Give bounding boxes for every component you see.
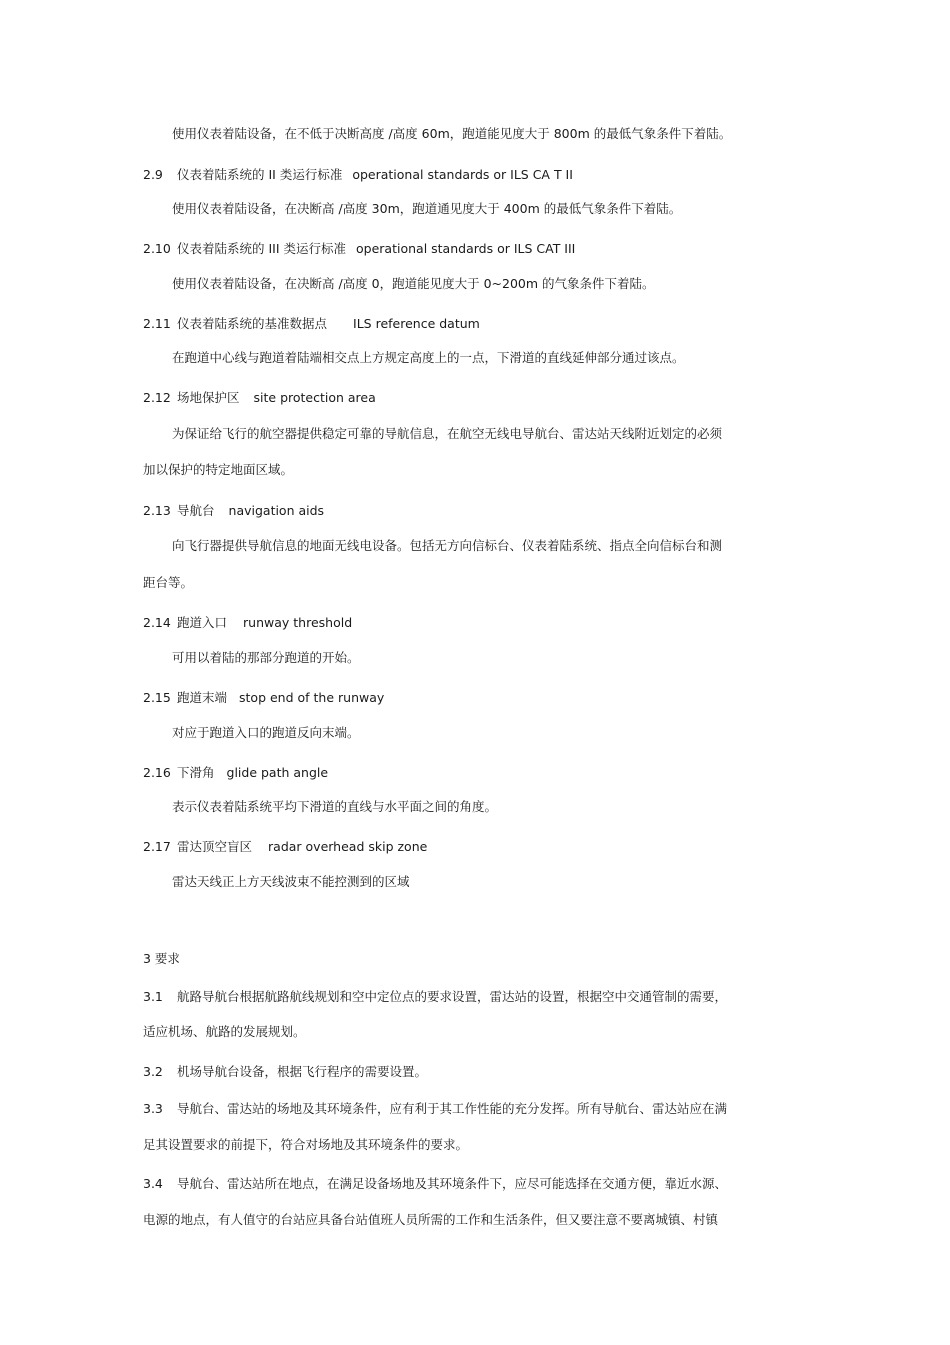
term-zh: 雷达顶空盲区 [177, 839, 253, 854]
paragraph-line: 电源的地点，有人值守的台站应具备台站值班人员所需的工作和生活条件，但又要注意不要离城镇、村镇 [143, 1212, 719, 1227]
section-heading-2-12 [143, 390, 376, 406]
section-heading-2-11 [143, 316, 480, 332]
clause-number: 3.4 [143, 1176, 163, 1191]
term-en: runway threshold [243, 615, 353, 630]
term-zh: 跑道末端 [177, 690, 228, 705]
section-number: 2.10 [143, 241, 171, 256]
section-number: 2.9 [143, 167, 163, 182]
term-en: stop end of the runway [239, 690, 385, 705]
section-heading-2-16 [143, 765, 328, 781]
section-number: 2.14 [143, 615, 171, 630]
section-heading-2-17 [143, 839, 427, 855]
paragraph-line: 使用仪表着陆设备，在决断高 /高度 30m，跑道通见度大于 400m 的最低气象条件下着陆。 [172, 201, 682, 216]
term-zh: 仪表着陆系统的 III 类运行标准 [177, 241, 347, 256]
section-heading-2-9 [143, 167, 573, 183]
paragraph-line: 足其设置要求的前提下，符合对场地及其环境条件的要求。 [143, 1137, 469, 1152]
paragraph-line: 为保证给飞行的航空器提供稳定可靠的导航信息，在航空无线电导航台、雷达站天线附近划定的必须 [172, 426, 723, 441]
term-en: operational standards or ILS CAT III [356, 241, 576, 256]
paragraph-line: 向飞行器提供导航信息的地面无线电设备。包括无方向信标台、仪表着陆系统、指点全向信标台和测 [172, 538, 723, 553]
term-zh: 跑道入口 [177, 615, 228, 630]
section-heading-2-10 [143, 241, 575, 257]
section-number: 2.16 [143, 765, 171, 780]
term-en: navigation aids [228, 503, 325, 518]
term-en: site protection area [253, 390, 376, 405]
section-number: 2.13 [143, 503, 171, 518]
paragraph-line: 使用仪表着陆设备，在不低于决断高度 /高度 60m，跑道能见度大于 800m 的最低气象条件下着陆。 [172, 126, 732, 141]
clause-3-2 [143, 1064, 427, 1080]
section-number: 2.11 [143, 316, 171, 331]
section-heading-2-15 [143, 690, 384, 706]
paragraph-line: 表示仪表着陆系统平均下滑道的直线与水平面之间的角度。 [172, 799, 498, 814]
clause-text: 机场导航台设备，根据飞行程序的需要设置。 [177, 1064, 428, 1079]
term-zh: 导航台 [177, 503, 215, 518]
paragraph-line: 雷达天线正上方天线波束不能控测到的区域 [172, 874, 410, 889]
term-en: glide path angle [226, 765, 329, 780]
term-zh: 仪表着陆系统的基准数据点 [177, 316, 328, 331]
paragraph-line: 在跑道中心线与跑道着陆端相交点上方规定高度上的一点，下滑道的直线延伸部分通过该点。 [172, 350, 685, 365]
clause-text: 导航台、雷达站所在地点，在满足设备场地及其环境条件下，应尽可能选择在交通方便，靠近水源、 [177, 1176, 728, 1191]
section-number: 2.17 [143, 839, 171, 854]
clause-text: 航路导航台根据航路航线规划和空中定位点的要求设置，雷达站的设置，根据空中交通管制的需要， [177, 989, 728, 1004]
term-en: radar overhead skip zone [268, 839, 428, 854]
clause-number: 3.1 [143, 989, 163, 1004]
clause-number: 3.2 [143, 1064, 163, 1079]
chapter-heading: 3 要求 [143, 951, 180, 966]
clause-number: 3.3 [143, 1101, 163, 1116]
section-number: 2.15 [143, 690, 171, 705]
clause-3-1 [143, 989, 727, 1005]
clause-3-3 [143, 1101, 727, 1117]
paragraph-line: 距台等。 [143, 575, 194, 590]
section-heading-2-13 [143, 503, 324, 519]
paragraph-line: 可用以着陆的那部分跑道的开始。 [172, 650, 360, 665]
clause-3-4 [143, 1176, 727, 1192]
term-zh: 下滑角 [177, 765, 215, 780]
term-en: ILS reference datum [353, 316, 480, 331]
paragraph-line: 适应机场、航路的发展规划。 [143, 1024, 306, 1039]
paragraph-line: 对应于跑道入口的跑道反向末端。 [172, 725, 360, 740]
section-number: 2.12 [143, 390, 171, 405]
paragraph-line: 使用仪表着陆设备，在决断高 /高度 0，跑道能见度大于 0~200m 的气象条件下着陆。 [172, 276, 655, 291]
section-heading-2-14 [143, 615, 352, 631]
paragraph-line: 加以保护的特定地面区域。 [143, 462, 294, 477]
term-zh: 仪表着陆系统的 II 类运行标准 [177, 167, 343, 182]
clause-text: 导航台、雷达站的场地及其环境条件，应有利于其工作性能的充分发挥。所有导航台、雷达站应在满 [177, 1101, 728, 1116]
term-en: operational standards or ILS CA T II [352, 167, 573, 182]
term-zh: 场地保护区 [177, 390, 240, 405]
